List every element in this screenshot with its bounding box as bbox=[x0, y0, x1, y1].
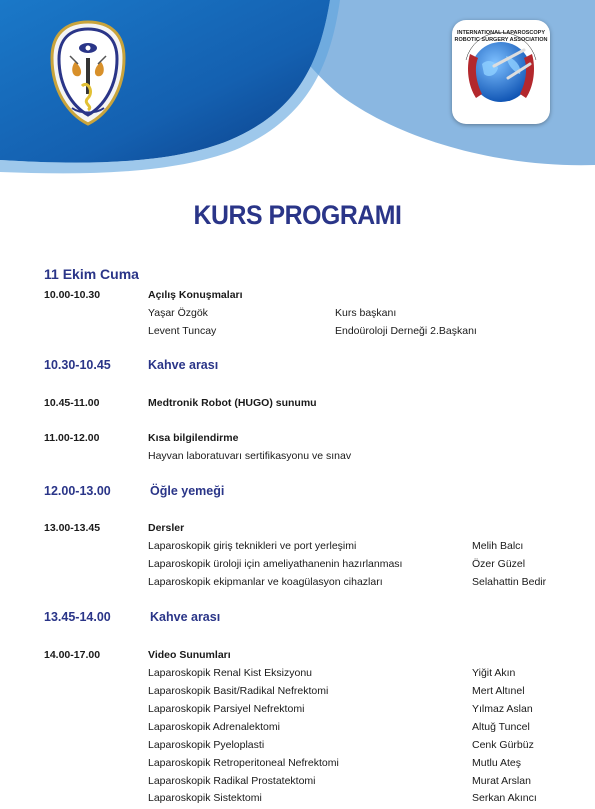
list-item bbox=[0, 325, 595, 341]
session-time: 14.00-17.00 bbox=[44, 649, 101, 661]
speaker-name: Yılmaz Aslan bbox=[472, 703, 533, 715]
session-title: Medtronik Robot (HUGO) sunumu bbox=[148, 397, 317, 409]
session-title: Açılış Konuşmaları bbox=[148, 289, 243, 301]
session-title: Video Sunumları bbox=[148, 649, 231, 661]
speaker-role: Endoüroloji Derneği 2.Başkanı bbox=[335, 325, 477, 337]
speaker-name: Selahattin Bedir bbox=[472, 576, 547, 588]
list-item bbox=[0, 757, 595, 773]
topic: Laparoskopik Retroperitoneal Nefrektomi bbox=[148, 757, 339, 769]
break-row bbox=[0, 484, 595, 502]
session-title: Öğle yemeği bbox=[150, 484, 225, 498]
session-row bbox=[0, 649, 595, 665]
session-row bbox=[0, 432, 595, 448]
session-title: Dersler bbox=[148, 522, 185, 534]
speaker-name: Özer Güzel bbox=[472, 558, 526, 570]
session-title: Kahve arası bbox=[150, 610, 221, 624]
speaker-name: Murat Arslan bbox=[472, 775, 531, 787]
speaker-name: Melih Balcı bbox=[472, 540, 524, 552]
day-heading: 11 Ekim Cuma bbox=[44, 266, 139, 282]
endourology-association-seal bbox=[48, 18, 128, 128]
session-time: 12.00-13.00 bbox=[44, 484, 111, 498]
session-time: 10.30-10.45 bbox=[44, 358, 111, 372]
speaker-name: Levent Tuncay bbox=[148, 325, 217, 337]
topic: Laparoskopik ekipmanlar ve koagülasyon cihazları bbox=[148, 576, 383, 588]
list-item bbox=[0, 703, 595, 719]
speaker-name: Altuğ Tuncel bbox=[472, 721, 530, 733]
session-row bbox=[0, 289, 595, 305]
list-item bbox=[0, 540, 595, 556]
svg-text:INTERNATIONAL LAPAROSCOPY: INTERNATIONAL LAPAROSCOPY bbox=[456, 30, 546, 36]
session-time: 11.00-12.00 bbox=[44, 432, 100, 444]
list-item bbox=[0, 558, 595, 574]
break-row bbox=[0, 358, 595, 376]
topic: Laparoskopik Renal Kist Eksizyonu bbox=[148, 667, 313, 679]
list-item bbox=[0, 792, 595, 808]
list-item bbox=[0, 685, 595, 701]
topic: Laparoskopik Adrenalektomi bbox=[148, 721, 280, 733]
svg-text:ROBOTIC SURGERY ASSOCIATION: ROBOTIC SURGERY ASSOCIATION bbox=[454, 37, 548, 43]
speaker-role: Kurs başkanı bbox=[335, 307, 397, 319]
speaker-name: Yaşar Özgök bbox=[148, 307, 208, 319]
topic: Laparoskopik Pyeloplasti bbox=[148, 739, 265, 751]
speaker-name: Cenk Gürbüz bbox=[472, 739, 534, 751]
speaker-name: Mutlu Ateş bbox=[472, 757, 522, 769]
session-row bbox=[0, 522, 595, 538]
session-title: Kısa bilgilendirme bbox=[148, 432, 239, 444]
topic: Hayvan laboratuvarı sertifikasyonu ve sınav bbox=[148, 450, 352, 462]
topic: Laparoskopik üroloji için ameliyathanenin hazırlanması bbox=[148, 558, 403, 570]
list-item bbox=[0, 450, 595, 466]
session-time: 10.00-10.30 bbox=[44, 289, 101, 301]
session-time: 13.45-14.00 bbox=[44, 610, 111, 624]
page-title: KURS PROGRAMI bbox=[193, 200, 402, 230]
list-item bbox=[0, 667, 595, 683]
topic: Laparoskopik giriş teknikleri ve port yerleşimi bbox=[148, 540, 357, 552]
list-item bbox=[0, 576, 595, 592]
session-row bbox=[0, 397, 595, 413]
topic: Laparoskopik Parsiyel Nefrektomi bbox=[148, 703, 305, 715]
topic: Laparoskopik Radikal Prostatektomi bbox=[148, 775, 316, 787]
list-item bbox=[0, 739, 595, 755]
speaker-name: Yiğit Akın bbox=[472, 667, 516, 679]
break-row bbox=[0, 610, 595, 628]
speaker-name: Mert Altınel bbox=[472, 685, 525, 697]
list-item bbox=[0, 307, 595, 323]
topic: Laparoskopik Sistektomi bbox=[148, 792, 262, 804]
topic: Laparoskopik Basit/Radikal Nefrektomi bbox=[148, 685, 329, 697]
list-item bbox=[0, 721, 595, 737]
speaker-name: Serkan Akıncı bbox=[472, 792, 537, 804]
session-time: 13.00-13.45 bbox=[44, 522, 101, 534]
international-laparoscopy-robotic-surgery-association-logo bbox=[452, 20, 550, 124]
session-title: Kahve arası bbox=[148, 358, 219, 372]
session-time: 10.45-11.00 bbox=[44, 397, 100, 409]
list-item bbox=[0, 775, 595, 791]
